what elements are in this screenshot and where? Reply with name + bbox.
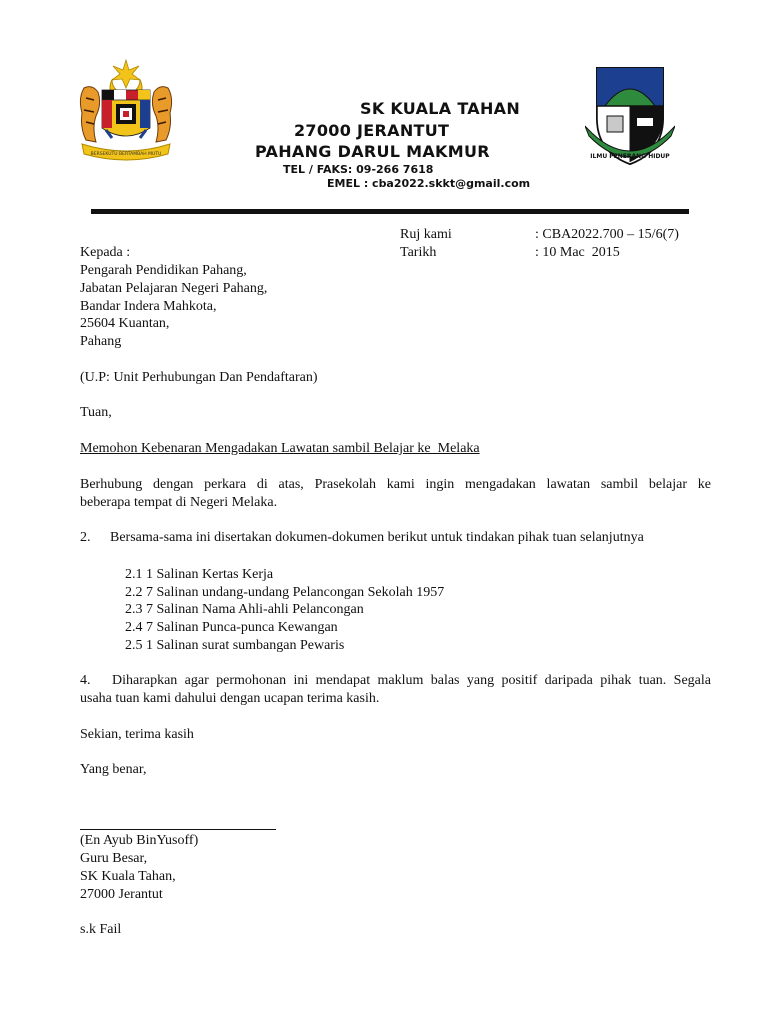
closing-thanks: Sekian, terima kasih (80, 727, 194, 742)
paragraph-1-line-1: Berhubung dengan perkara di atas, Prasekolah kami ingin mengadakan lawatan sambil belajar ke (80, 477, 711, 492)
header-divider (91, 209, 689, 214)
school-crest-logo (585, 66, 675, 166)
recipient-line-2: Jabatan Pelajaran Negeri Pahang, (80, 281, 268, 296)
carbon-copy: s.k Fail (80, 922, 122, 937)
ruj-value: : CBA2022.700 – 15/6(7) (535, 227, 679, 242)
signatory-school: SK Kuala Tahan, (80, 869, 176, 884)
salutation: Tuan, (80, 405, 112, 420)
school-name: SK KUALA TAHAN (360, 99, 521, 118)
list-item: 2.5 1 Salinan surat sumbangan Pewaris (125, 638, 345, 653)
signatory-title: Guru Besar, (80, 851, 148, 866)
coat-of-arms-logo (76, 58, 176, 162)
list-item: 2.3 7 Salinan Nama Ahli-ahli Pelancongan (125, 602, 364, 617)
school-postcode-town: 27000 JERANTUT (294, 121, 450, 140)
list-item: 2.2 7 Salinan undang-undang Pelancongan Sekolah 1957 (125, 585, 445, 600)
paragraph-2-text: Bersama-sama ini disertakan dokumen-dokumen berikut untuk tindakan pihak tuan selanjutnya (110, 530, 644, 545)
recipient-line-4: 25604 Kuantan, (80, 316, 170, 331)
ruj-label: Ruj kami (400, 227, 452, 242)
list-item: 2.1 1 Salinan Kertas Kerja (125, 567, 274, 582)
tarikh-value: : 10 Mac 2015 (535, 245, 620, 260)
signatory-name: (En Ayub BinYusoff) (80, 833, 199, 848)
school-state: PAHANG DARUL MAKMUR (255, 142, 490, 161)
paragraph-4-line-2: usaha tuan kami dahului dengan ucapan terima kasih. (80, 691, 380, 706)
letter-subject: Memohon Kebenaran Mengadakan Lawatan sambil Belajar ke Melaka (80, 441, 480, 456)
recipient-line-3: Bandar Indera Mahkota, (80, 299, 217, 314)
paragraph-2-number: 2. (80, 530, 91, 545)
paragraph-4-number: 4. (80, 673, 91, 688)
signature-line (80, 829, 276, 830)
kepada-label: Kepada : (80, 245, 131, 260)
paragraph-1-line-2: beberapa tempat di Negeri Melaka. (80, 495, 278, 510)
recipient-line-1: Pengarah Pendidikan Pahang, (80, 263, 247, 278)
tel-fax: TEL / FAKS: 09-266 7618 (283, 163, 434, 176)
list-item: 2.4 7 Salinan Punca-punca Kewangan (125, 620, 338, 635)
school-motto-text: ILMU PENERANG HIDUP (590, 153, 670, 160)
email-address: EMEL : cba2022.skkt@gmail.com (327, 177, 531, 190)
attention-line: (U.P: Unit Perhubungan Dan Pendaftaran) (80, 370, 318, 385)
recipient-line-5: Pahang (80, 334, 122, 349)
paragraph-4-line-1: Diharapkan agar permohonan ini mendapat maklum balas yang positif daripada pihak tuan. Segala (112, 673, 711, 688)
svg-text:BERSEKUTU BERTAMBAH MUTU: BERSEKUTU BERTAMBAH MUTU (90, 152, 162, 157)
closing-yang-benar: Yang benar, (80, 762, 147, 777)
tarikh-label: Tarikh (400, 245, 437, 260)
signatory-town: 27000 Jerantut (80, 887, 163, 902)
